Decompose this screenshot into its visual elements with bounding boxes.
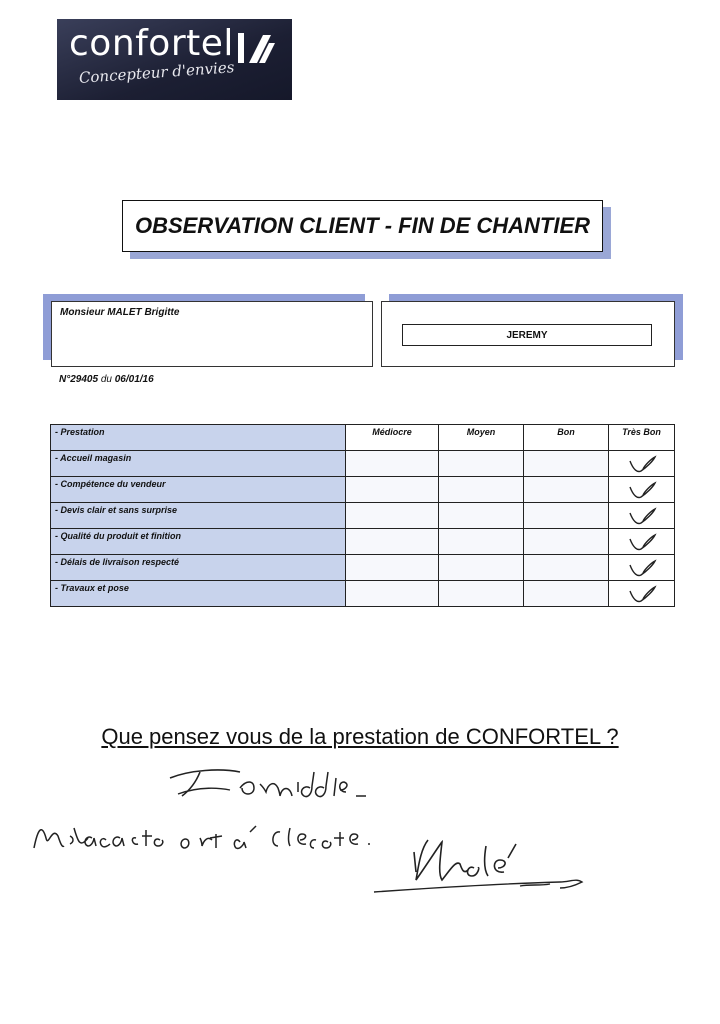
- handwritten-check-icon: [627, 557, 657, 579]
- logo-brand-text: confortel: [69, 23, 234, 64]
- rating-cell-tr-s-bon: [609, 529, 675, 555]
- rating-cell-moyen: [439, 581, 524, 607]
- rating-cell-moyen: [439, 477, 524, 503]
- agent-box: [381, 301, 675, 367]
- header-tres-bon: Très Bon: [609, 425, 675, 451]
- table-row: [51, 477, 675, 503]
- feedback-question: Que pensez vous de la prestation de CONFORTEL ?: [101, 724, 619, 749]
- client-name: Monsieur MALET Brigitte: [60, 307, 180, 318]
- rating-cell-moyen: [439, 529, 524, 555]
- signature-malet: [370, 830, 600, 900]
- prestation-label: - Délais de livraison respecté: [51, 555, 346, 581]
- table-row: [51, 503, 675, 529]
- rating-table: [50, 424, 675, 607]
- rating-cell-m-diocre: [346, 451, 439, 477]
- rating-cell-m-diocre: [346, 581, 439, 607]
- rating-cell-bon: [524, 503, 609, 529]
- rating-cell-bon: [524, 555, 609, 581]
- handwritten-check-icon: [627, 583, 657, 605]
- header-moyen: Moyen: [439, 425, 524, 451]
- rating-cell-tr-s-bon: [609, 503, 675, 529]
- handwritten-check-icon: [627, 505, 657, 527]
- rating-cell-bon: [524, 477, 609, 503]
- rating-table-wrap: [50, 424, 675, 607]
- table-header-row: [51, 425, 675, 451]
- table-row: [51, 451, 675, 477]
- handwritten-comment: [28, 808, 398, 858]
- rating-cell-bon: [524, 451, 609, 477]
- prestation-label: - Travaux et pose: [51, 581, 346, 607]
- logo-tagline: Concepteur d'envies: [78, 58, 235, 87]
- rating-cell-tr-s-bon: [609, 581, 675, 607]
- rating-cell-tr-s-bon: [609, 477, 675, 503]
- order-reference: [59, 374, 154, 385]
- handwritten-check-icon: [627, 479, 657, 501]
- rating-cell-moyen: [439, 503, 524, 529]
- table-row: [51, 529, 675, 555]
- rating-table-body: [51, 451, 675, 607]
- header-bon: Bon: [524, 425, 609, 451]
- page-title: OBSERVATION CLIENT - FIN DE CHANTIER: [122, 200, 603, 252]
- order-du: du: [100, 374, 112, 385]
- order-date: 06/01/16: [114, 374, 154, 385]
- confortel-logo: [57, 19, 292, 100]
- rating-cell-m-diocre: [346, 503, 439, 529]
- handwritten-check-icon: [627, 453, 657, 475]
- table-row: [51, 581, 675, 607]
- handwritten-check-icon: [627, 531, 657, 553]
- rating-cell-tr-s-bon: [609, 555, 675, 581]
- handwritten-formidable: [160, 760, 380, 808]
- rating-cell-m-diocre: [346, 555, 439, 581]
- order-prefix: N°: [59, 374, 71, 385]
- client-box: [51, 301, 373, 367]
- header-mediocre: Médiocre: [346, 425, 439, 451]
- prestation-label: - Compétence du vendeur: [51, 477, 346, 503]
- rating-cell-tr-s-bon: [609, 451, 675, 477]
- logo-slash-icon: [237, 31, 277, 67]
- rating-cell-moyen: [439, 451, 524, 477]
- table-row: [51, 555, 675, 581]
- rating-cell-m-diocre: [346, 477, 439, 503]
- header-prestation: - Prestation: [51, 425, 346, 451]
- rating-cell-m-diocre: [346, 529, 439, 555]
- rating-cell-bon: [524, 529, 609, 555]
- agent-name: JEREMY: [402, 324, 652, 346]
- prestation-label: - Qualité du produit et finition: [51, 529, 346, 555]
- prestation-label: - Devis clair et sans surprise: [51, 503, 346, 529]
- prestation-label: - Accueil magasin: [51, 451, 346, 477]
- rating-cell-bon: [524, 581, 609, 607]
- order-number: 29405: [70, 374, 99, 385]
- rating-cell-moyen: [439, 555, 524, 581]
